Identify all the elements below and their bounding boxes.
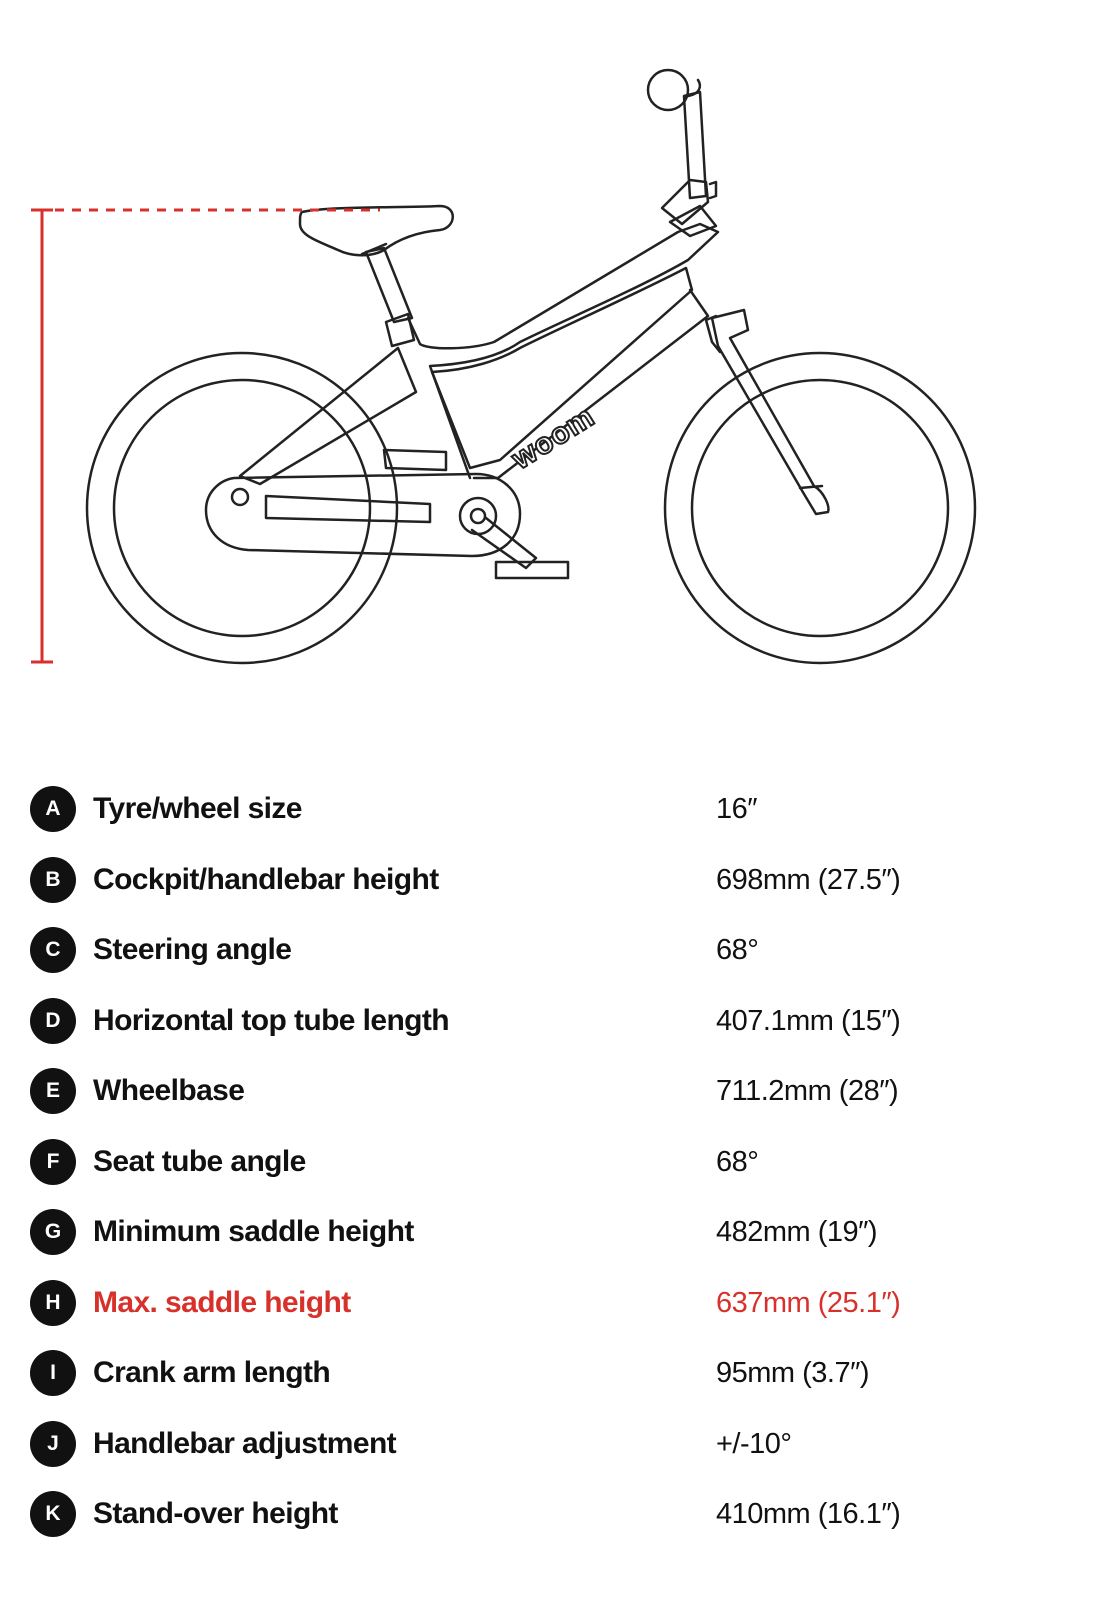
spec-value: 68° [716,934,759,966]
spec-row-d [0,990,1100,1062]
spec-label: Max. saddle height [93,1285,351,1319]
spec-row-e [0,1060,1100,1132]
spec-value: 407.1mm (15″) [716,1004,901,1037]
stem [662,180,708,224]
spec-row-j [0,1413,1100,1485]
spec-value: 95mm (3.7″) [716,1357,870,1389]
spec-value: 68° [716,1145,759,1178]
spec-letter-badge: J [30,1421,76,1467]
brand-logo: woom [506,399,601,476]
spec-label: Minimum saddle height [93,1215,414,1248]
spec-label: Steering angle [93,933,292,966]
spec-label: Cockpit/handlebar height [93,862,439,896]
bike-diagram [0,0,1100,700]
spec-letter-badge: I [30,1350,76,1396]
spec-value: 482mm (19″) [716,1216,878,1248]
spec-letter-badge: C [30,927,76,973]
spec-label: Handlebar adjustment [93,1426,397,1460]
spec-row-c [0,919,1100,991]
spec-row-g [0,1201,1100,1273]
spec-letter-badge: H [30,1280,76,1326]
spec-letter-badge: D [30,998,76,1044]
spec-row-i [0,1342,1100,1414]
crank-arm [472,518,536,568]
spec-letter-badge: A [30,786,76,832]
spec-letter-badge: K [30,1491,76,1537]
spec-row-f [0,1131,1100,1203]
spec-label: Tyre/wheel size [93,792,302,825]
chain-guard [206,474,520,556]
spec-value: 711.2mm (28″) [716,1075,899,1107]
spec-value: 16″ [716,793,758,825]
spec-letter-badge: E [30,1068,76,1114]
spec-value: 698mm (27.5″) [716,863,901,896]
front-wheel [665,353,975,663]
spec-row-b [0,849,1100,921]
spec-label: Seat tube angle [93,1144,306,1178]
rear-wheel [87,353,397,663]
seat-clamp [386,314,414,346]
spec-letter-badge: B [30,857,76,903]
spec-letter-badge: G [30,1209,76,1255]
spec-label: Crank arm length [93,1356,331,1389]
spec-label: Wheelbase [93,1074,245,1107]
spec-value: 637mm (25.1″) [716,1286,901,1319]
spec-row-a [0,778,1100,850]
spec-value: +/-10° [716,1427,792,1460]
spec-value: 410mm (16.1″) [716,1498,901,1530]
handlebar-grip [648,70,688,110]
spec-row-h [0,1272,1100,1344]
spec-letter-badge: F [30,1139,76,1185]
crank-hub [460,498,496,534]
spec-label: Horizontal top tube length [93,1003,450,1037]
fork [712,310,828,514]
pedal [496,562,568,578]
spec-row-k [0,1483,1100,1555]
spec-label: Stand-over height [93,1497,338,1530]
seat-post [366,248,412,322]
max-saddle-height-indicator [31,210,380,662]
